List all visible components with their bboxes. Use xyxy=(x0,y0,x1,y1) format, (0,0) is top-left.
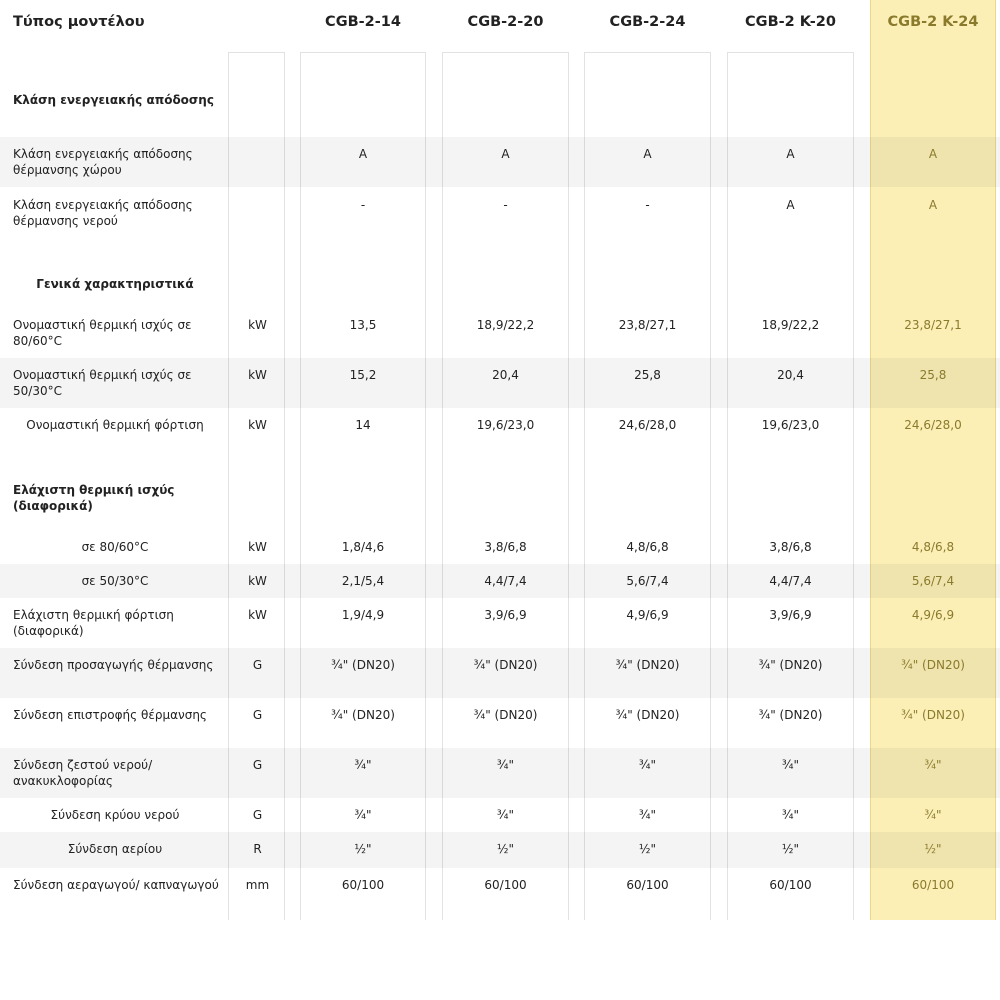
table-row xyxy=(0,564,1000,598)
value-cell-model-5: ¾" (DN20) xyxy=(901,658,965,672)
section-header-row xyxy=(0,88,1000,136)
value-cell-model-3: ¾" (DN20) xyxy=(615,658,680,672)
value-cell-model-1: A xyxy=(358,147,368,161)
row-label: Ονομαστική θερμική ισχύς σε 50/30°C xyxy=(13,368,192,398)
value-cell-model-1: 15,2 xyxy=(349,368,377,382)
value-cell-model-5: ½" xyxy=(924,842,942,856)
value-cell-model-4: 19,6/23,0 xyxy=(761,418,820,432)
table-row xyxy=(0,598,1000,648)
row-unit: kW xyxy=(248,574,267,588)
row-label: Σύνδεση επιστροφής θέρμανσης xyxy=(13,708,207,722)
value-cell-model-2: ½" xyxy=(496,842,515,856)
value-cell-model-4: 4,4/7,4 xyxy=(769,574,812,588)
table-row xyxy=(0,137,1000,187)
row-label: Σύνδεση ζεστού νερού/ ανακυκλοφορίας xyxy=(13,758,153,788)
table-row xyxy=(0,308,1000,358)
value-cell-model-4: ¾" (DN20) xyxy=(758,658,823,672)
table-row xyxy=(0,530,1000,564)
model-header-1: CGB-2-14 xyxy=(325,14,401,30)
value-cell-model-4: ¾" xyxy=(781,808,800,822)
table-row xyxy=(0,698,1000,748)
value-cell-model-1: ¾" (DN20) xyxy=(331,658,395,672)
value-cell-model-1: 1,9/4,9 xyxy=(341,608,385,622)
table-row xyxy=(0,408,1000,444)
value-cell-model-1: 14 xyxy=(355,418,371,432)
model-header-5-highlighted: CGB-2 K-24 xyxy=(887,14,979,30)
value-cell-model-4: 3,8/6,8 xyxy=(769,540,812,554)
value-cell-model-1: ¾" (DN20) xyxy=(331,708,395,722)
value-cell-model-4: 60/100 xyxy=(769,878,812,892)
row-label: Ονομαστική θερμική ισχύς σε 80/60°C xyxy=(13,318,192,348)
value-cell-model-2: 18,9/22,2 xyxy=(476,318,535,332)
value-cell-model-3: 4,8/6,8 xyxy=(626,540,669,554)
value-cell-model-4: ¾" xyxy=(781,758,800,772)
value-cell-model-3: 60/100 xyxy=(626,878,669,892)
value-cell-model-1: 13,5 xyxy=(349,318,377,332)
table-row xyxy=(0,748,1000,798)
row-unit: G xyxy=(252,758,263,772)
table-row xyxy=(0,358,1000,408)
row-label: Σύνδεση κρύου νερού xyxy=(50,808,180,822)
value-cell-model-1: 60/100 xyxy=(341,878,385,892)
row-unit: kW xyxy=(248,368,267,382)
value-cell-model-2: - xyxy=(503,198,508,212)
value-cell-model-4: A xyxy=(786,147,795,161)
row-unit: kW xyxy=(248,540,267,554)
value-cell-model-2: 19,6/23,0 xyxy=(476,418,535,432)
row-unit: kW xyxy=(248,418,267,432)
value-cell-model-5: ¾" xyxy=(924,808,942,822)
value-cell-model-2: ¾" xyxy=(496,758,515,772)
value-cell-model-2: A xyxy=(501,147,510,161)
row-unit: mm xyxy=(245,878,270,892)
value-cell-model-2: 60/100 xyxy=(484,878,527,892)
row-label: Ελάχιστη θερμική ισχύς (διαφορικά) xyxy=(13,483,175,513)
value-cell-model-1: 1,8/4,6 xyxy=(341,540,385,554)
value-cell-model-4: 3,9/6,9 xyxy=(769,608,812,622)
value-cell-model-4: 20,4 xyxy=(777,368,804,382)
row-label: Ονομαστική θερμική φόρτιση xyxy=(26,418,204,432)
value-cell-model-1: ½" xyxy=(354,842,372,856)
value-cell-model-5: A xyxy=(928,198,938,212)
model-header-2: CGB-2-20 xyxy=(467,14,544,30)
model-header-4: CGB-2 K-20 xyxy=(745,14,836,30)
value-cell-model-3: 5,6/7,4 xyxy=(626,574,669,588)
row-label: Γενικά χαρακτηριστικά xyxy=(36,277,194,291)
value-cell-model-5: 4,9/6,9 xyxy=(911,608,955,622)
row-unit: G xyxy=(252,808,263,822)
model-type-header: Τύπος μοντέλου xyxy=(13,14,145,30)
value-cell-model-3: 4,9/6,9 xyxy=(626,608,669,622)
row-label: Σύνδεση προσαγωγής θέρμανσης xyxy=(13,658,214,672)
table-row xyxy=(0,648,1000,698)
row-label: Κλάση ενεργειακής απόδοσης xyxy=(13,93,214,107)
value-cell-model-3: A xyxy=(643,147,652,161)
value-cell-model-2: ¾" xyxy=(496,808,515,822)
value-cell-model-3: 24,6/28,0 xyxy=(618,418,677,432)
value-cell-model-5: 4,8/6,8 xyxy=(911,540,955,554)
value-cell-model-5: 25,8 xyxy=(919,368,947,382)
row-label: Κλάση ενεργειακής απόδοσης θέρμανσης νερού xyxy=(13,198,193,228)
value-cell-model-1: ¾" xyxy=(354,758,372,772)
value-cell-model-5: 23,8/27,1 xyxy=(904,318,962,332)
value-cell-model-1: 2,1/5,4 xyxy=(341,574,385,588)
value-cell-model-4: ½" xyxy=(781,842,800,856)
value-cell-model-3: ½" xyxy=(638,842,657,856)
value-cell-model-5: 24,6/28,0 xyxy=(904,418,962,432)
table-row xyxy=(0,798,1000,832)
value-cell-model-2: ¾" (DN20) xyxy=(473,708,538,722)
row-label: Κλάση ενεργειακής απόδοσης θέρμανσης χώρου xyxy=(13,147,193,177)
value-cell-model-2: 20,4 xyxy=(492,368,519,382)
row-label: Ελάχιστη θερμική φόρτιση (διαφορικά) xyxy=(13,608,174,638)
value-cell-model-2: 3,8/6,8 xyxy=(484,540,527,554)
row-label: Σύνδεση αεραγωγού/ καπναγωγού xyxy=(13,878,219,892)
row-unit: kW xyxy=(248,318,267,332)
value-cell-model-4: ¾" (DN20) xyxy=(758,708,823,722)
value-cell-model-5: ¾" (DN20) xyxy=(901,708,965,722)
value-cell-model-5: A xyxy=(928,147,938,161)
value-cell-model-4: A xyxy=(786,198,795,212)
section-header-row xyxy=(0,272,1000,306)
row-unit: G xyxy=(252,658,263,672)
row-label: σε 80/60°C xyxy=(81,540,149,554)
value-cell-model-5: 60/100 xyxy=(911,878,955,892)
value-cell-model-2: 4,4/7,4 xyxy=(484,574,527,588)
row-unit: R xyxy=(253,842,262,856)
value-cell-model-3: ¾" (DN20) xyxy=(615,708,680,722)
row-label: Σύνδεση αερίου xyxy=(67,842,163,856)
table-row xyxy=(0,868,1000,918)
value-cell-model-2: 3,9/6,9 xyxy=(484,608,527,622)
value-cell-model-5: ¾" xyxy=(924,758,942,772)
value-cell-model-2: ¾" (DN20) xyxy=(473,658,538,672)
value-cell-model-3: ¾" xyxy=(638,808,657,822)
model-header-3: CGB-2-24 xyxy=(609,14,686,30)
value-cell-model-5: 5,6/7,4 xyxy=(911,574,955,588)
value-cell-model-4: 18,9/22,2 xyxy=(761,318,820,332)
table-row xyxy=(0,188,1000,238)
row-label: σε 50/30°C xyxy=(81,574,149,588)
value-cell-model-3: - xyxy=(645,198,650,212)
row-unit: G xyxy=(252,708,263,722)
section-header-row xyxy=(0,478,1000,528)
value-cell-model-1: - xyxy=(360,198,366,212)
value-cell-model-3: 25,8 xyxy=(634,368,661,382)
row-unit: kW xyxy=(248,608,267,622)
table-row xyxy=(0,832,1000,868)
value-cell-model-1: ¾" xyxy=(354,808,372,822)
value-cell-model-3: ¾" xyxy=(638,758,657,772)
value-cell-model-3: 23,8/27,1 xyxy=(618,318,677,332)
